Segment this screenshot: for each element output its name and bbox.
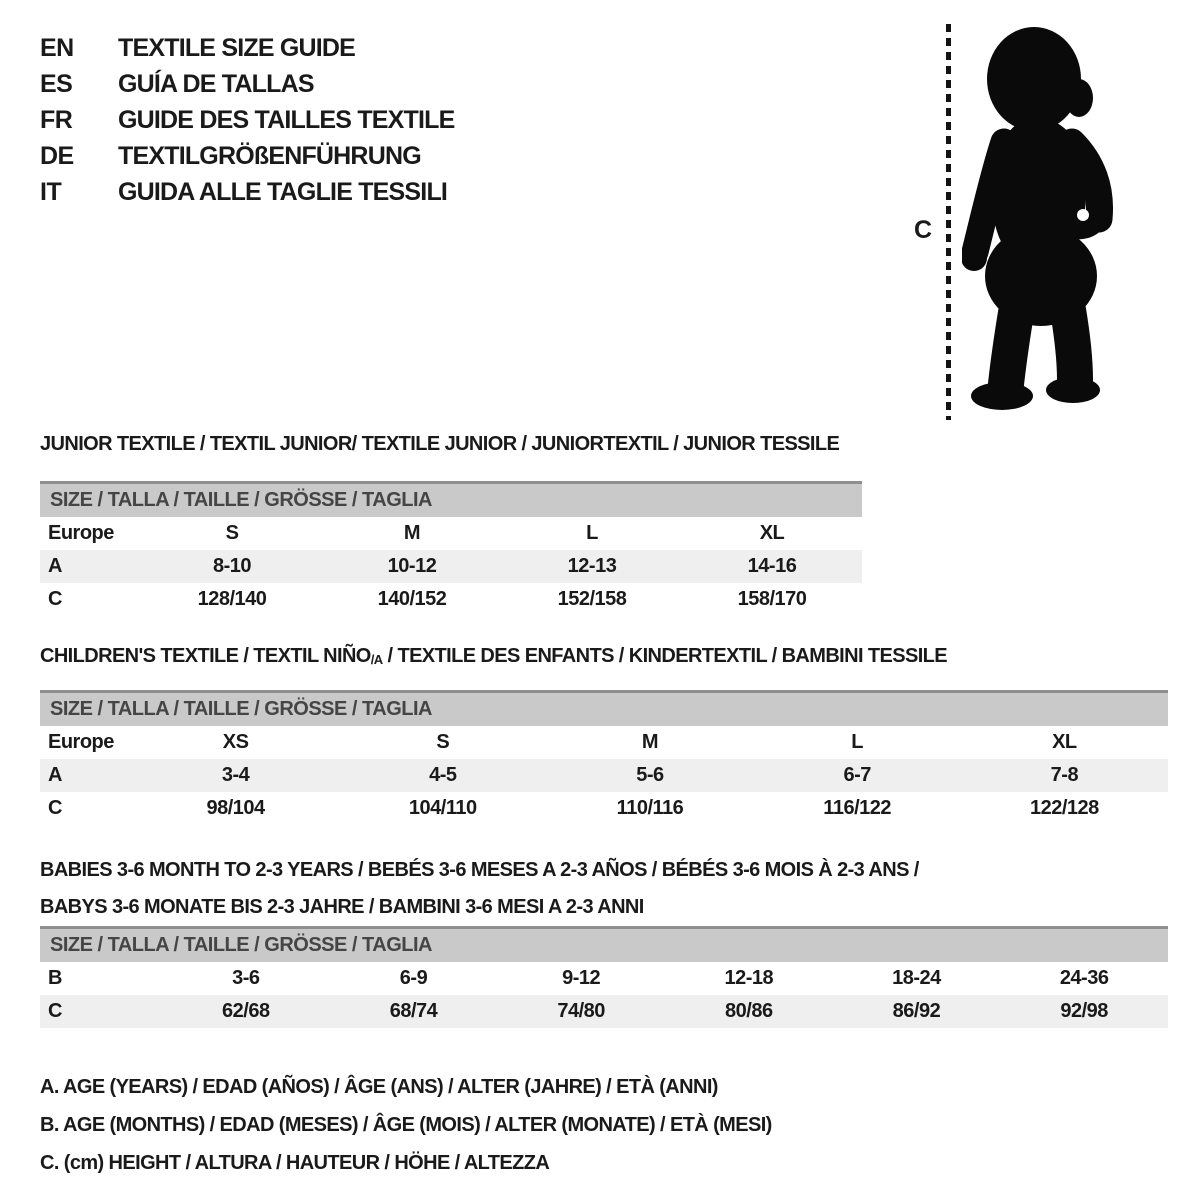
toddler-silhouette-icon (962, 24, 1140, 424)
children-age-xs: 3-4 (221, 764, 250, 786)
children-section-heading (40, 645, 947, 668)
children-row-europe-label: Europe (48, 731, 114, 753)
children-age-xl: 7-8 (1050, 764, 1079, 786)
children-row-height-label: C (48, 797, 62, 819)
junior-europe-l: L (586, 522, 598, 544)
height-measure-label: C (914, 216, 933, 244)
children-age-m: 5-6 (636, 764, 664, 786)
children-europe-s: S (436, 731, 450, 753)
children-row-age (40, 759, 1168, 792)
junior-height-m: 140/152 (377, 588, 447, 610)
children-size-table (40, 726, 1168, 825)
babies-height-6: 92/98 (1060, 1000, 1108, 1022)
children-height-l: 116/122 (823, 797, 891, 819)
children-europe-m: M (641, 731, 659, 753)
children-age-s: 4-5 (429, 764, 457, 786)
children-europe-l: L (851, 731, 864, 753)
lang-title-it: GUIDA ALLE TAGLIE TESSILI (118, 177, 448, 206)
junior-europe-m: M (403, 522, 421, 544)
junior-row-height (40, 583, 862, 616)
lang-row-it (40, 174, 455, 210)
babies-heading-line1: BABIES 3-6 MONTH TO 2-3 YEARS / BEBÉS 3-6 MESES A 2-3 AÑOS / BÉBÉS 3-6 MOIS À 2-3 ANS / (40, 859, 919, 881)
junior-row-europe-label: Europe (48, 522, 114, 544)
footnote-legend (40, 1068, 772, 1182)
junior-europe-s: S (225, 522, 239, 544)
babies-months-4: 12-18 (724, 967, 774, 989)
junior-row-age (40, 550, 862, 583)
babies-height-2: 68/74 (389, 1000, 438, 1022)
babies-height-1: 62/68 (222, 1000, 270, 1022)
babies-months-6: 24-36 (1059, 967, 1109, 989)
babies-height-4: 80/86 (725, 1000, 773, 1022)
junior-row-europe (40, 517, 862, 550)
lang-title-en: TEXTILE SIZE GUIDE (118, 33, 356, 62)
footnote-b: B. AGE (MONTHS) / EDAD (MESES) / ÂGE (MOIS) / ALTER (MONATE) / ETÀ (MESI) (40, 1114, 772, 1136)
children-height-m: 110/116 (616, 797, 684, 819)
babies-months-2: 6-9 (399, 967, 428, 989)
babies-months-1: 3-6 (232, 967, 260, 989)
children-age-l: 6-7 (843, 764, 871, 786)
children-row-age-label: A (48, 764, 62, 786)
lang-row-fr (40, 102, 455, 138)
children-heading-sub: /A (370, 652, 383, 667)
children-heading-post: / TEXTILE DES ENFANTS / KINDERTEXTIL / BAMBINI TESSILE (382, 645, 948, 667)
children-europe-xs: XS (222, 731, 249, 753)
babies-table-size-header: SIZE / TALLA / TAILLE / GRÖSSE / TAGLIA (40, 926, 1168, 962)
children-height-xs: 98/104 (206, 797, 265, 819)
junior-age-xl: 14-16 (747, 555, 797, 577)
lang-code-en: EN (40, 33, 74, 62)
lang-code-de: DE (40, 141, 74, 170)
footnote-a: A. AGE (YEARS) / EDAD (AÑOS) / ÂGE (ANS) / ALTER (JAHRE) / ETÀ (ANNI) (40, 1076, 718, 1098)
junior-height-s: 128/140 (197, 588, 267, 610)
junior-age-l: 12-13 (567, 555, 617, 577)
babies-height-5: 86/92 (892, 1000, 941, 1022)
height-measure-dashed-line (946, 24, 951, 420)
junior-size-table (40, 517, 862, 616)
children-height-s: 104/110 (408, 797, 477, 819)
lang-row-en (40, 30, 455, 66)
junior-height-xl: 158/170 (737, 588, 807, 610)
lang-row-de (40, 138, 455, 174)
junior-row-age-label: A (48, 555, 62, 577)
language-title-block (40, 30, 455, 210)
junior-age-m: 10-12 (387, 555, 437, 577)
babies-section-heading (40, 852, 919, 926)
lang-code-it: IT (40, 177, 62, 206)
babies-size-table (40, 962, 1168, 1028)
junior-section-heading: JUNIOR TEXTILE / TEXTIL JUNIOR/ TEXTILE JUNIOR / JUNIORTEXTIL / JUNIOR TESSILE (40, 433, 840, 455)
children-row-height (40, 792, 1168, 825)
babies-heading-line2: BABYS 3-6 MONATE BIS 2-3 JAHRE / BAMBINI 3-6 MESI A 2-3 ANNI (40, 896, 644, 918)
babies-row-months-label: B (48, 967, 62, 989)
lang-title-fr: GUIDE DES TAILLES TEXTILE (118, 105, 455, 134)
footnote-c: C. (cm) HEIGHT / ALTURA / HAUTEUR / HÖHE / ALTEZZA (40, 1152, 550, 1174)
babies-months-3: 9-12 (562, 967, 601, 989)
junior-age-s: 8-10 (212, 555, 252, 577)
babies-months-5: 18-24 (892, 967, 941, 989)
lang-code-es: ES (40, 69, 73, 98)
lang-title-es: GUÍA DE TALLAS (118, 69, 314, 98)
babies-height-3: 74/80 (557, 1000, 605, 1022)
junior-europe-xl: XL (759, 522, 785, 544)
junior-table-size-header: SIZE / TALLA / TAILLE / GRÖSSE / TAGLIA (40, 481, 862, 517)
junior-height-l: 152/158 (557, 588, 627, 610)
junior-row-height-label: C (48, 588, 62, 610)
children-heading-pre: CHILDREN'S TEXTILE / TEXTIL NIÑO (40, 645, 371, 667)
lang-code-fr: FR (40, 105, 73, 134)
lang-row-es (40, 66, 455, 102)
children-table-size-header: SIZE / TALLA / TAILLE / GRÖSSE / TAGLIA (40, 690, 1168, 726)
babies-row-months (40, 962, 1168, 995)
lang-title-de: TEXTILGRÖßENFÜHRUNG (118, 141, 421, 170)
children-europe-xl: XL (1052, 731, 1077, 753)
babies-row-height-label: C (48, 1000, 62, 1022)
babies-row-height (40, 995, 1168, 1028)
children-height-xl: 122/128 (1029, 797, 1099, 819)
children-row-europe (40, 726, 1168, 759)
